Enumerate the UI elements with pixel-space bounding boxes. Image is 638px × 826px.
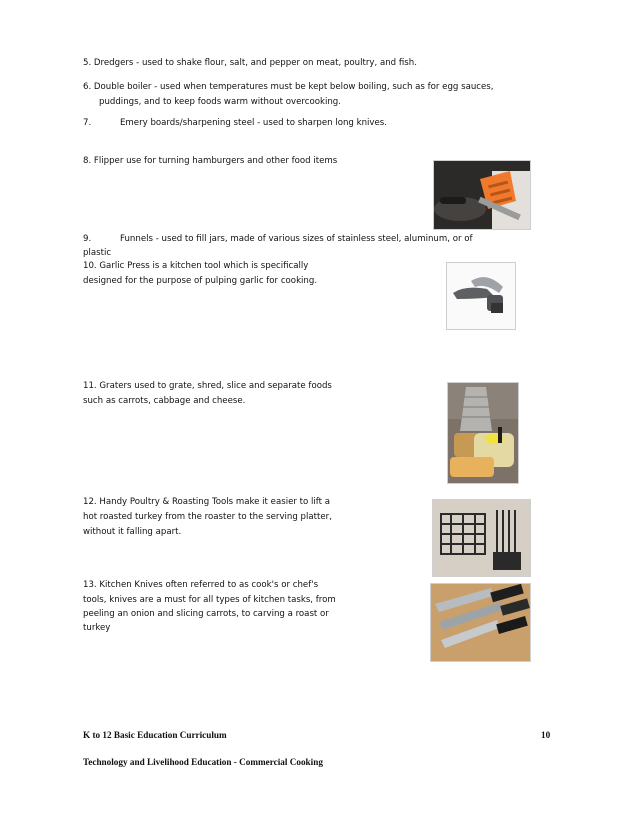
item-kitchen-knives-cont-1: tools, knives are a must for all types of kitchen tasks, from bbox=[83, 595, 336, 605]
item-graters: 11. Graters used to grate, shred, slice and separate foods bbox=[83, 381, 332, 391]
item-flipper: 8. Flipper use for turning hamburgers and other food items bbox=[83, 156, 338, 166]
footer-subject: Technology and Livelihood Education - Commercial Cooking bbox=[83, 757, 323, 767]
item-graters-cont: such as carrots, cabbage and cheese. bbox=[83, 396, 246, 406]
item-garlic-press: 10. Garlic Press is a kitchen tool which is specifically bbox=[83, 261, 309, 271]
item-poultry-tools-cont-2: without it falling apart. bbox=[83, 527, 182, 537]
kitchen-knives-image bbox=[430, 583, 531, 662]
item-funnels-cont: plastic bbox=[83, 248, 112, 258]
garlic-press-image bbox=[446, 262, 516, 330]
item-poultry-tools: 12. Handy Poultry & Roasting Tools make it easier to lift a bbox=[83, 497, 331, 507]
item-emery-text: Emery boards/sharpening steel - used to sharpen long knives. bbox=[120, 118, 388, 128]
poultry-tools-image bbox=[432, 499, 531, 577]
footer-page-number: 10 bbox=[541, 730, 551, 740]
item-garlic-press-cont: designed for the purpose of pulping garlic for cooking. bbox=[83, 276, 318, 286]
item-double-boiler-cont: puddings, and to keep foods warm without overcooking. bbox=[99, 97, 341, 107]
item-emery-number: 7. bbox=[83, 118, 92, 128]
item-kitchen-knives-cont-2: peeling an onion and slicing carrots, to carving a roast or bbox=[83, 609, 329, 619]
item-funnels-number: 9. bbox=[83, 234, 92, 244]
item-kitchen-knives-cont-3: turkey bbox=[83, 623, 111, 633]
flipper-image bbox=[433, 160, 531, 230]
item-double-boiler: 6. Double boiler - used when temperatures must be kept below boiling, such as for egg sauces, bbox=[83, 82, 494, 92]
graters-image bbox=[447, 382, 519, 484]
item-dredgers: 5. Dredgers - used to shake flour, salt, and pepper on meat, poultry, and fish. bbox=[83, 58, 417, 68]
item-kitchen-knives: 13. Kitchen Knives often referred to as cook's or chef's bbox=[83, 580, 319, 590]
item-funnels-text: Funnels - used to fill jars, made of various sizes of stainless steel, aluminum, or of bbox=[120, 234, 473, 244]
item-poultry-tools-cont-1: hot roasted turkey from the roaster to the serving platter, bbox=[83, 512, 332, 522]
footer-curriculum: K to 12 Basic Education Curriculum bbox=[83, 730, 227, 740]
